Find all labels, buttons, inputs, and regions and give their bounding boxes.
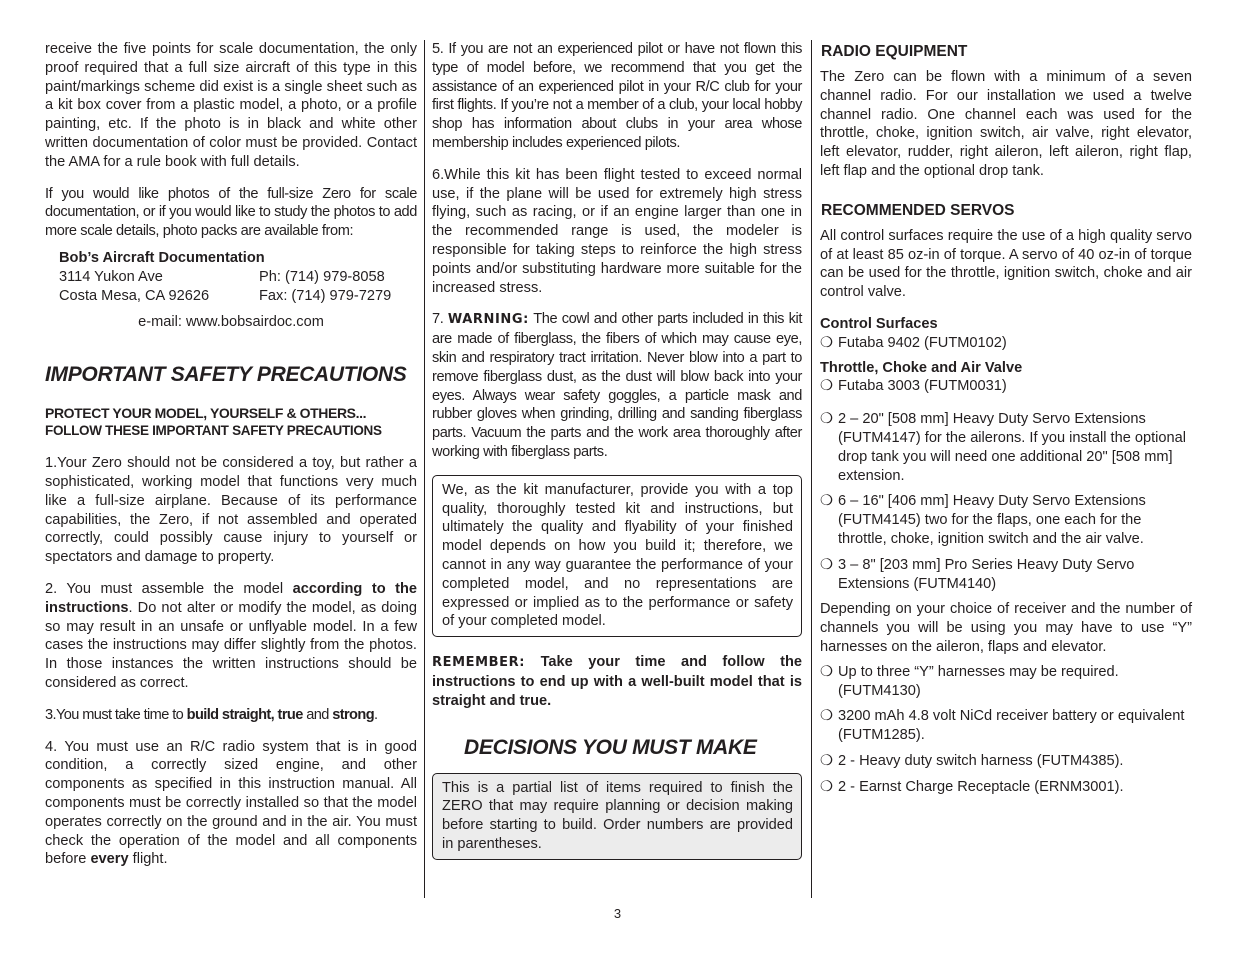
address-email: e-mail: www.bobsairdoc.com (138, 314, 324, 331)
bullet-circle-icon: ❍ (820, 378, 834, 395)
safety-subheading-1: PROTECT YOUR MODEL, YOURSELF & OTHERS... (45, 405, 367, 422)
harness-item-2: ❍ 3200 mAh 4.8 volt NiCd receiver battery or equivalent (FUTM1285). (820, 708, 1185, 744)
radio-equipment-heading: RADIO EQUIPMENT (821, 43, 968, 60)
scale-documentation-paragraph: receive the five points for scale documentation, the only proof required that a full size aircraft of this type in this paint/markings scheme did exist is a single sheet such as a kit box cover from a plastic model, a photo, or a profile painting, etc. If the photo is in black and white other written documentation of color must be provided. Contact the AMA for a rule book with full details. (45, 41, 417, 170)
remember-note: REMEMBER: Take your time and follow the instructions to end up with a well-built model that is straight and true. (432, 654, 802, 709)
safety-subheading-2: FOLLOW THESE IMPORTANT SAFETY PRECAUTIONS (45, 423, 382, 439)
control-surfaces-item: ❍ Futaba 9402 (FUTM0102) (820, 334, 1007, 351)
bullet-circle-icon: ❍ (820, 493, 834, 510)
bullet-circle-icon: ❍ (820, 708, 834, 725)
middle-column (432, 40, 802, 860)
warning-label: WARNING: (447, 312, 529, 328)
decisions-box (432, 773, 802, 860)
safety-item-4: 4. You must use an R/C radio system that is in good condition, a correctly sized engine, and other components as specified in this instruction manual. All components must be correctly installed so that the model operates correctly on the ground and in the air. You must check the operation of the model and all components before every flight. (45, 738, 417, 868)
disclaimer-text: We, as the kit manufacturer, provide you with a top quality, thoroughly tested kit and instructions, but ultimately the quality and flyability of your finished model depends on how you build it; therefore, we cannot in any way guarantee the performance of your completed model, and no representations are expressed or implied as to the performance or safety of your completed model. (442, 481, 793, 630)
page-number: 3 (613, 906, 622, 921)
bullet-circle-icon: ❍ (820, 752, 834, 769)
remember-label: REMEMBER: (432, 655, 526, 671)
left-column (45, 40, 417, 882)
column-divider-left (424, 40, 425, 898)
throttle-choke-heading: Throttle, Choke and Air Valve (820, 359, 1023, 376)
extension-item-3: ❍ 3 – 8" [203 mm] Pro Series Heavy Duty Servo Extensions (FUTM4140) (820, 556, 1135, 592)
recommended-servos-heading: RECOMMENDED SERVOS (821, 201, 1015, 219)
address-name: Bob’s Aircraft Documentation (59, 249, 265, 266)
bullet-circle-icon: ❍ (820, 663, 834, 680)
bullet-circle-icon: ❍ (820, 411, 834, 428)
address-street: 3114 Yukon Ave (59, 268, 163, 285)
disclaimer-box (432, 475, 802, 637)
safety-heading: IMPORTANT SAFETY PRECAUTIONS (45, 363, 407, 387)
safety-item-5: 5. If you are not an experienced pilot or have not flown this type of model before, we recommend that you get the assistance of an experienced pilot in your R/C club for your first flights. If you’re not a member of a club, your local hobby shop has information about clubs in your area whose membership includes experienced pilots. (432, 41, 802, 151)
harness-item-3: ❍ 2 - Heavy duty switch harness (FUTM4385). (820, 752, 1124, 769)
address-block (59, 249, 417, 305)
safety-item-6: 6.While this kit has been flight tested to exceed normal use, if the plane will be used for extremely high stress flying, such as racing, or if an engine larger than one in the recommended range is used, the modeler is responsible for taking steps to reinforce the high stress points and/or substituting hardware more suitable for the increased stress. (432, 166, 802, 296)
control-surfaces-heading: Control Surfaces (820, 315, 938, 332)
extension-item-1: ❍ 2 – 20" [508 mm] Heavy Duty Servo Extensions (FUTM4147) for the ailerons. If you install the optional drop tank you will need one additional 20" [508 mm] extension. (820, 411, 1186, 484)
right-column (820, 42, 1192, 797)
bullet-circle-icon: ❍ (820, 556, 834, 573)
bullet-circle-icon: ❍ (820, 778, 834, 795)
address-city: Costa Mesa, CA 92626 (59, 287, 210, 304)
decisions-text: This is a partial list of items required to finish the ZERO that may require planning or decision making before starting to build. Order numbers are provided in parentheses. (442, 779, 793, 852)
recommended-servos-text: All control surfaces require the use of a high quality servo of at least 85 oz-in of torque. A servo of 40 oz-in of torque can be used for the throttle, ignition switch, choke and air control valve. (820, 227, 1192, 301)
column-divider-right (811, 40, 812, 898)
harness-item-1: ❍ Up to three “Y” harnesses may be required. (FUTM4130) (820, 663, 1119, 699)
address-fax: Fax: (714) 979-7279 (259, 287, 392, 304)
safety-item-1: 1.Your Zero should not be considered a toy, but rather a sophisticated, working model that functions very much like a full-size airplane. Because of its performance capabilities, the Zero, if not assembled and operated correctly, could possibly cause injury to yourself or spectators and damage to property. (45, 455, 417, 566)
throttle-choke-item: ❍ Futaba 3003 (FUTM0031) (820, 378, 1007, 395)
safety-item-3: 3.You must take time to build straight, true and strong. (45, 706, 378, 723)
harness-item-4: ❍ 2 - Earnst Charge Receptacle (ERNM3001). (820, 778, 1124, 795)
extension-item-2: ❍ 6 – 16" [406 mm] Heavy Duty Servo Extensions (FUTM4145) two for the flaps, one each for the throttle, choke, ignition switch and the air valve. (820, 493, 1146, 547)
photo-packs-paragraph: If you would like photos of the full-size Zero for scale documentation, or if you would like to study the photos to add more scale details, photo packs are available from: (45, 185, 417, 240)
safety-item-2: 2. You must assemble the model according to the instructions. Do not alter or modify the model, as doing so may result in an unsafe or unflyable model. In a few cases the instructions may differ slightly from the photos. In those instances the written instructions should be considered as correct. (45, 580, 417, 691)
harness-text: Depending on your choice of receiver and the number of channels you will be using you may have to use “Y” harnesses on the aileron, flaps and elevator. (820, 601, 1192, 655)
address-phone: Ph: (714) 979-8058 (259, 268, 385, 285)
radio-equipment-text: The Zero can be flown with a minimum of a seven channel radio. For our installation we used a twelve channel radio. One channel each was used for the throttle, choke, ignition switch, air valve, right elevator, left elevator, rudder, right aileron, left aileron, right flap, left flap and the optional drop tank. (820, 69, 1192, 179)
decisions-heading: DECISIONS YOU MUST MAKE (464, 735, 757, 759)
safety-item-7: 7. WARNING: The cowl and other parts included in this kit are made of fiberglass, the fibers of which may cause eye, skin and respiratory tract irritation. Never blow into a part to remove fiberglass dust, as the dust will blow back into your eyes. Always wear safety goggles, a particle mask and rubber gloves when grinding, drilling and sanding fiberglass parts. Vacuum the parts and the work area thoroughly after working with fiberglass parts. (432, 311, 802, 460)
bullet-circle-icon: ❍ (820, 334, 834, 351)
